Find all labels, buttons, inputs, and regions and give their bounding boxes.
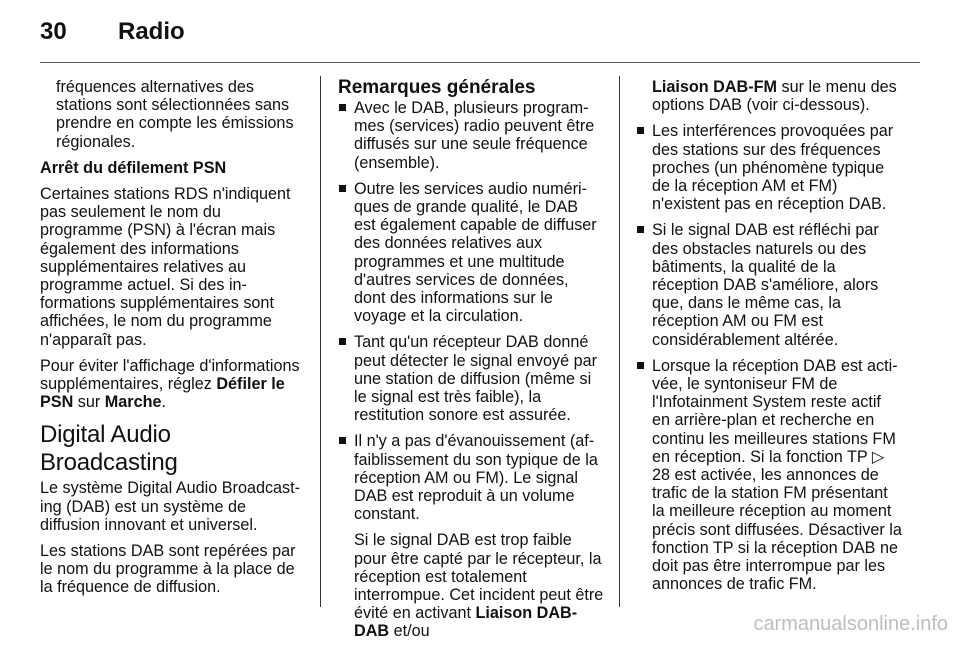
- watermark: carmanualsonline.info: [753, 613, 948, 635]
- page-reference-number[interactable]: 28: [652, 466, 671, 485]
- continued-text: sur le menu des options DAB (voir ci-dessous).: [652, 78, 897, 115]
- column-2: [338, 78, 604, 649]
- list-item: [338, 180, 604, 326]
- list-item: [636, 221, 902, 348]
- bullet-square-icon: [339, 338, 346, 345]
- list-item-text: Les interférences provoquées par des stations sur des fréquences proches (un phénomène typique de la réception AM et FM) n'existent pas en réception DAB.: [652, 122, 894, 214]
- psn-setting-value: Marche: [104, 393, 162, 412]
- bullet-square-icon: [637, 226, 644, 233]
- list-item-text: Outre les services audio numériques de grande qualité, le DAB est également capable de diffuser des données relatives aux programmes et une multitude d'autres services de données, dont des informations sur le voyage et la circulation.: [354, 179, 597, 326]
- dab-paragraph-1: Le système Digital Audio Broadcasting (DAB) est un système de diffusion innovant et universel.: [40, 479, 301, 534]
- dab-paragraph-2: Les stations DAB sont repérées par le nom du programme à la place de la fréquence de diffusion.: [40, 542, 296, 597]
- dab-dab-link-setting: Liaison DAB-DAB: [354, 604, 578, 641]
- psn-tip-text-2: sur: [73, 393, 105, 412]
- list-item: [636, 122, 902, 213]
- continuation-end: et/ou: [389, 622, 430, 641]
- psn-heading: Arrêt du défilement PSN: [40, 158, 227, 177]
- bullet-square-icon: [339, 185, 346, 192]
- remarks-list-continued: [636, 122, 902, 593]
- dab-heading: Digital Audio Broadcasting: [40, 421, 178, 477]
- list-item-continuation: [354, 531, 604, 640]
- bullet-square-icon: [339, 104, 346, 111]
- page-reference-arrow-icon: ▷: [871, 447, 885, 466]
- bullet-square-icon: [637, 127, 644, 134]
- list-item-text: Tant qu'un récepteur DAB donné peut détecter le signal envoyé par une station de diffusion (même si le signal est très faible), la restitution sonore est assurée.: [354, 333, 597, 425]
- list-item-text: Il n'y a pas d'évanouissement (affaiblissement du son typique de la réception AM ou FM). Le signal DAB est reproduit à un volume constant.: [354, 432, 598, 524]
- general-remarks-heading: Remarques générales: [338, 77, 536, 98]
- psn-paragraph: Certaines stations RDS n'indiquent pas seulement le nom du programme (PSN) à l'écran mais également des informations supplémentaires relatives au programme actuel. Si des informations supplémentaires sont affichées, le nom du programme n'apparaît pas.: [40, 185, 291, 349]
- list-item: [338, 333, 604, 424]
- psn-tip-text: Pour éviter l'affichage d'informations supplémentaires, réglez: [40, 356, 300, 394]
- column-divider-1: [320, 76, 321, 607]
- psn-tip-paragraph: [40, 357, 305, 412]
- psn-setting-name: Défiler le PSN: [40, 375, 285, 412]
- psn-tip-end: .: [161, 393, 166, 412]
- column-3: [636, 78, 902, 601]
- section-title: Radio: [118, 18, 185, 45]
- list-item: [338, 99, 604, 172]
- list-item: [636, 357, 902, 594]
- continuation-text: Si le signal DAB est trop faible pour être capté par le récepteur, la réception est totalement interrompue. Cet incident peut être évité en activant: [354, 531, 604, 623]
- list-item-text-end: est activée, les annonces de trafic de la station FM présentant la meilleure réception au moment précis sont diffusées. Désactiver la fonction TP si la réception DAB ne doit pas être interrompue par les annonces de trafic FM.: [652, 466, 902, 594]
- header-rule: [40, 62, 920, 63]
- list-item: [338, 432, 604, 640]
- page-header: [40, 18, 185, 46]
- intro-paragraph: fréquences alternatives des stations sont sélectionnées sans prendre en compte les émissions régionales.: [56, 78, 294, 151]
- dab-fm-link-setting: Liaison DAB-FM: [652, 78, 777, 96]
- column-divider-2: [619, 76, 620, 607]
- list-item-text: Si le signal DAB est réfléchi par des obstacles naturels ou des bâtiments, la qualité de la réception DAB s'améliore, alors que, dans le même cas, la réception AM ou FM est considérablement altérée.: [652, 221, 879, 349]
- bullet-square-icon: [637, 362, 644, 369]
- list-item-text: Lorsque la réception DAB est activée, le syntoniseur FM de l'Infotainment System reste actif en arrière-plan et recherche en continu les meilleures stations FM en réception. Si la fonction TP: [652, 356, 898, 466]
- bullet-square-icon: [339, 437, 346, 444]
- remarks-list: [338, 99, 604, 641]
- page-number: 30: [40, 18, 67, 45]
- continued-paragraph: [636, 78, 902, 114]
- column-1: [40, 78, 305, 605]
- list-item-text: Avec le DAB, plusieurs programmes (services) radio peuvent être diffusés sur une seule fréquence (ensemble).: [354, 99, 595, 172]
